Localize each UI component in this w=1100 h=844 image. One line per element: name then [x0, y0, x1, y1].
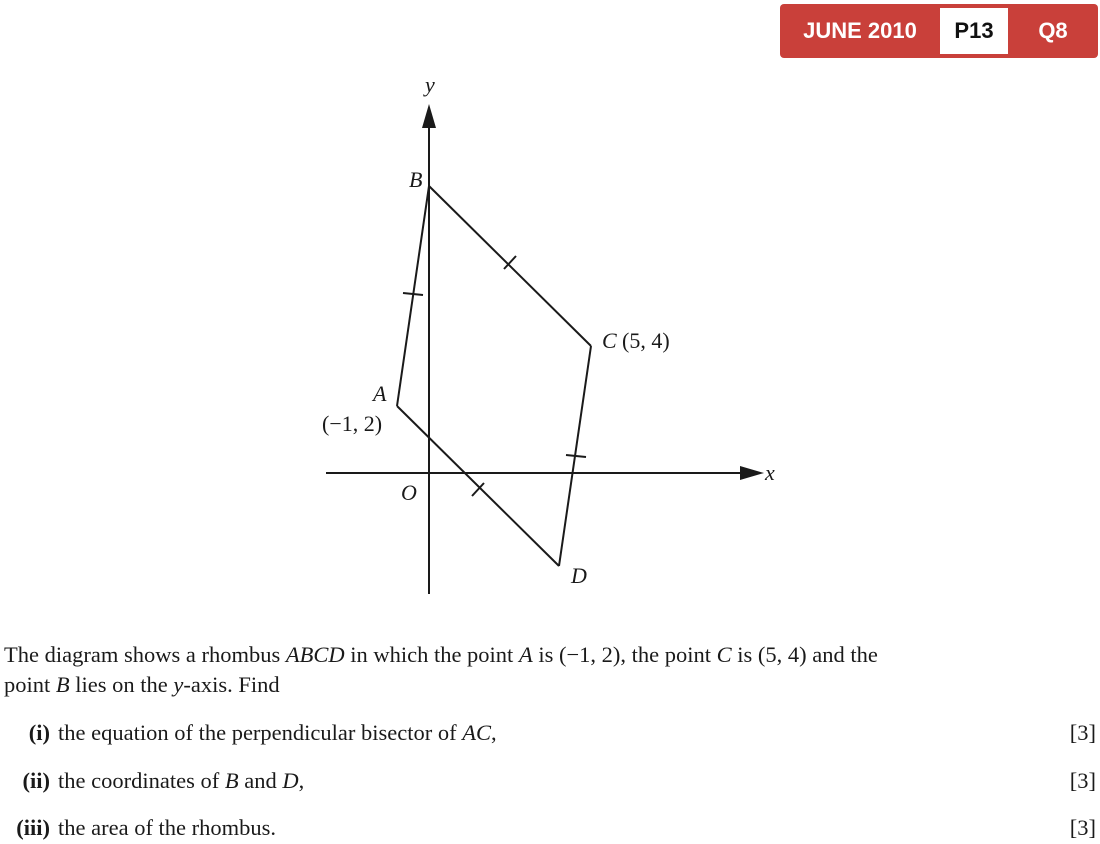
intro-line-1: The diagram shows a rhombus ABCD in which the point A is (−1, 2), the point C is (5, 4) and the: [4, 642, 878, 667]
part-number: (ii): [22, 768, 50, 793]
side-bc: [429, 186, 591, 346]
exam-session-label: JUNE 2010: [803, 18, 917, 43]
point-a-coordinates: (−1, 2): [322, 411, 383, 436]
question-intro: [4, 640, 1097, 700]
tick-mark-ab: [403, 293, 423, 295]
part-marks: [3]: [1069, 768, 1096, 793]
part-text: the equation of the perpendicular bisector of AC,: [58, 720, 497, 745]
part-marks: [3]: [1069, 815, 1096, 840]
y-axis-label: y: [425, 72, 435, 97]
point-c-label: C: [602, 328, 617, 353]
tick-mark-cd: [566, 455, 586, 457]
question-part-i: [0, 718, 1096, 748]
point-a-label: A: [373, 381, 387, 406]
paper-number-label: P13: [940, 8, 1008, 54]
point-c-coordinates: (5, 4): [622, 328, 670, 353]
question-number-label: Q8: [1038, 18, 1068, 43]
side-ab: [397, 186, 429, 406]
x-axis-arrow-icon: [740, 466, 764, 480]
point-d-label: D: [571, 563, 587, 588]
part-number: (iii): [16, 815, 50, 840]
rhombus-diagram: [0, 60, 900, 600]
part-number: (i): [28, 720, 50, 745]
y-axis-arrow-icon: [422, 104, 436, 128]
intro-line-2: point B lies on the y-axis. Find: [4, 672, 280, 697]
x-axis-label: x: [765, 460, 775, 485]
point-b-label: B: [409, 167, 423, 192]
part-text: the coordinates of B and D,: [58, 768, 305, 793]
origin-label: O: [401, 480, 417, 505]
side-da: [397, 406, 559, 566]
part-text: the area of the rhombus.: [58, 815, 277, 840]
question-part-ii: [0, 766, 1096, 796]
exam-reference-badge: [780, 4, 1098, 58]
question-part-iii: [0, 813, 1096, 843]
part-marks: [3]: [1069, 720, 1096, 745]
